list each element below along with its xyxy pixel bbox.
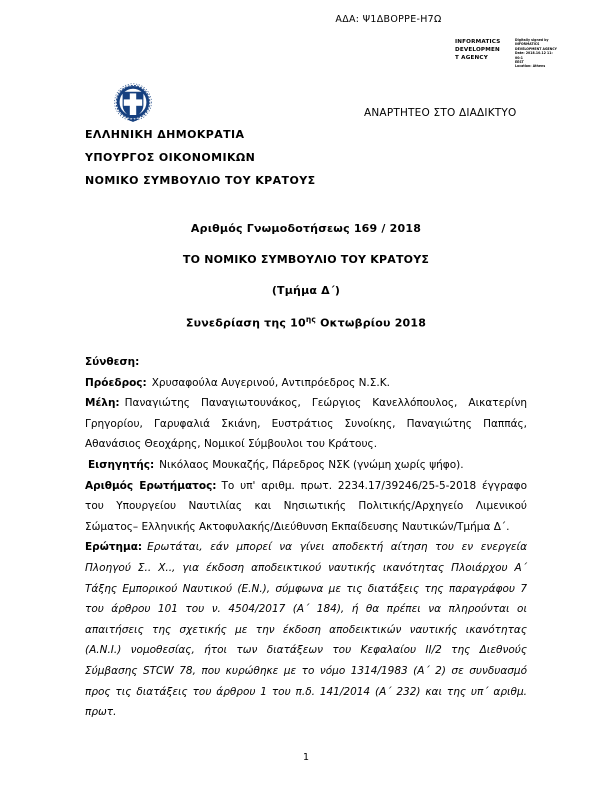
members-value: Παναγιώτης Παναγιωτουνάκος, Γεώργιος Κανελλόπουλος, Αικατερίνη Γρηγορίου, Γαρυφαλιά Σκιάνη, Ευστράτιος Συνοίκης, Παναγιώτης Παππάς, Αθανάσιος Θεοχάρης, Νομικοί Σύμβουλοι του Κράτους.: [85, 397, 527, 451]
signature-detail-line-1: Digitally signed by: [515, 38, 549, 42]
ministry-line-minister: ΥΠΟΥΡΓΟΣ ΟΙΚΟΝΟΜΙΚΩΝ: [85, 151, 256, 164]
rapporteur-line: [85, 455, 527, 476]
session-date-ordinal: ης: [305, 315, 317, 324]
signature-detail-line-3: DEVELOPMENT AGENCY: [515, 46, 557, 51]
ada-code: ΑΔΑ: Ψ1ΔΒΟΡΡΕ-Η7Ω: [335, 14, 442, 25]
page-number: 1: [302, 752, 310, 763]
opinion-number: Αριθμός Γνωμοδοτήσεως 169 / 2018: [190, 222, 422, 235]
signature-details: [515, 38, 581, 69]
ministry-line-republic: ΕΛΛΗΝΙΚΗ ΔΗΜΟΚΡΑΤΙΑ: [85, 128, 245, 141]
question-number-label: Αριθμός Ερωτήματος:: [85, 479, 217, 492]
question-number-line: [85, 476, 527, 538]
signature-agency-line-1: INFORMATICS: [455, 39, 501, 45]
president-line: [85, 373, 527, 394]
question-number-value: Το υπ' αριθμ. πρωτ. 2234.17/39246/25-5-2018 έγγραφο του Υπουργείου Ναυτιλίας και Νησιωτικής Πολιτικής/Αρχηγείο Λιμενικού Σώματος– Ελληνικής Ακτοφυλακής/Διεύθυνση Εκπαίδευσης Ναυτικών/Τμήμα Δ΄.: [85, 479, 527, 533]
signature-detail-line-6: EEST: [515, 59, 524, 64]
signature-agency-name: [455, 38, 513, 62]
question-label: Ερώτημα:: [85, 541, 143, 554]
ministry-line-legal-council: ΝΟΜΙΚΟ ΣΥΜΒΟΥΛΙΟ ΤΟΥ ΚΡΑΤΟΥΣ: [85, 174, 316, 187]
council-title: ΤΟ ΝΟΜΙΚΟ ΣΥΜΒΟΥΛΙΟ ΤΟΥ ΚΡΑΤΟΥΣ: [182, 253, 430, 266]
session-date-suffix: Οκτωβρίου 2018: [316, 316, 427, 330]
signature-detail-line-5: 00:1: [515, 55, 523, 60]
rapporteur-value: Νικόλαος Μουκαζής, Πάρεδρος ΝΣΚ (γνώμη χωρίς ψήφο).: [159, 458, 464, 471]
signature-agency-line-3: T AGENCY: [455, 55, 488, 62]
composition-heading-label: Σύνθεση:: [85, 356, 140, 368]
members-label: Μέλη:: [85, 397, 120, 410]
signature-detail-line-2: INFORMATICS: [515, 42, 540, 47]
question-line: [85, 537, 527, 722]
greek-coat-of-arms-icon: [113, 83, 153, 123]
members-line: [85, 393, 527, 455]
digital-signature-stamp: [455, 38, 583, 78]
signature-detail-line-4: Date: 2018.10.12 11:: [515, 51, 553, 56]
body-content: [85, 352, 527, 723]
ministry-header: [85, 128, 505, 197]
president-value: Χρυσαφούλα Αυγερινού, Αντιπρόεδρος Ν.Σ.Κ.: [151, 376, 390, 389]
web-publication-notice: ΑΝΑΡΤΗΤΕΟ ΣΤΟ ΔΙΑΔΙΚΤΥΟ: [364, 107, 517, 119]
session-date-prefix: Συνεδρίαση της 10: [185, 316, 306, 330]
president-label: Πρόεδρος:: [85, 376, 147, 389]
signature-detail-line-7: Location: Athens: [515, 64, 546, 69]
session-date: [85, 315, 527, 330]
title-block: [85, 222, 527, 330]
signature-agency-line-2: DEVELOPMEN: [455, 47, 500, 54]
department-title: (Τμήμα Δ΄): [271, 284, 341, 297]
question-value: Ερωτάται, εάν μπορεί να γίνει αποδεκτή αίτηση του εν ενεργεία Πλοηγού Σ.. Χ.., για έκδοση αποδεικτικού ναυτικής ικανότητας Πλοιάρχου Α΄ Τάξης Εμπορικού Ναυτικού (Ε.Ν.), σύμφωνα με τις διατάξεις της παραγράφου 7 του άρθρου 101 του ν. 4504/2017 (Α΄ 184), ή θα πρέπει να πληρούνται οι απαιτήσεις της σχετικής με την έκδοση αποδεικτικών ναυτικής ικανότητας (Α.Ν.Ι.) νομοθεσίας, ήτοι των διατάξεων του Κεφαλαίου ΙΙ/2 της Διεθνούς Σύμβασης STCW 78, που κυρώθηκε με το νόμο 1314/1983 (Α΄ 2) σε συνδυασμό προς τις διατάξεις του άρθρου 1 του π.δ. 141/2014 (Α΄ 232) και της υπ΄ αριθμ. πρωτ.: [85, 541, 527, 719]
composition-heading: [85, 352, 527, 373]
rapporteur-label: Εισηγητής:: [88, 458, 155, 471]
